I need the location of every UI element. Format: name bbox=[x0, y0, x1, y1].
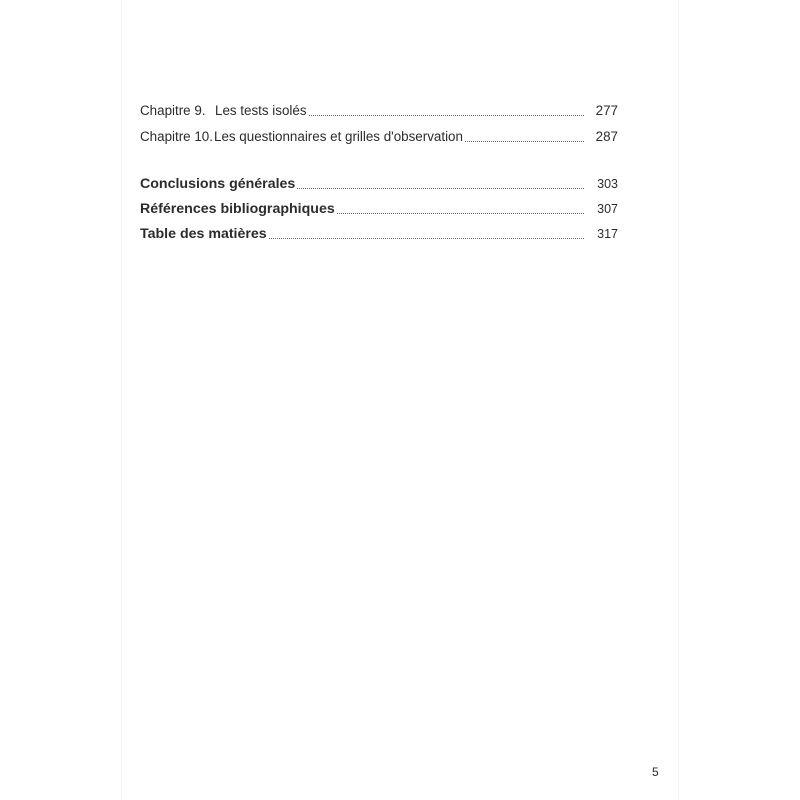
section-title: Table des matières bbox=[140, 226, 267, 242]
dot-leader bbox=[337, 212, 584, 214]
page-reference: 277 bbox=[595, 103, 618, 118]
section-title: Conclusions générales bbox=[140, 176, 296, 192]
page-reference: 303 bbox=[597, 177, 618, 191]
toc-entry-table-of-contents bbox=[140, 222, 618, 247]
toc-entry-conclusions bbox=[140, 172, 618, 197]
section-title: Références bibliographiques bbox=[140, 201, 335, 217]
dot-leader bbox=[297, 187, 584, 189]
page-reference: 287 bbox=[595, 129, 618, 144]
page-reference: 307 bbox=[597, 202, 618, 216]
toc-entry-references bbox=[140, 197, 618, 222]
table-of-contents bbox=[140, 98, 618, 247]
toc-entry-chapter-9 bbox=[140, 98, 618, 124]
dot-leader bbox=[309, 114, 584, 116]
chapter-number: Chapitre 9. bbox=[140, 103, 206, 118]
dot-leader bbox=[465, 140, 584, 142]
section-spacer bbox=[140, 150, 618, 172]
toc-entry-chapter-10 bbox=[140, 124, 618, 150]
dot-leader bbox=[269, 237, 584, 239]
chapter-title: Les questionnaires et grilles d'observation bbox=[214, 129, 463, 144]
chapter-title: Les tests isolés bbox=[215, 103, 307, 118]
page-number: 5 bbox=[652, 765, 659, 779]
page-reference: 317 bbox=[597, 227, 618, 241]
chapter-number: Chapitre 10. bbox=[140, 129, 213, 144]
